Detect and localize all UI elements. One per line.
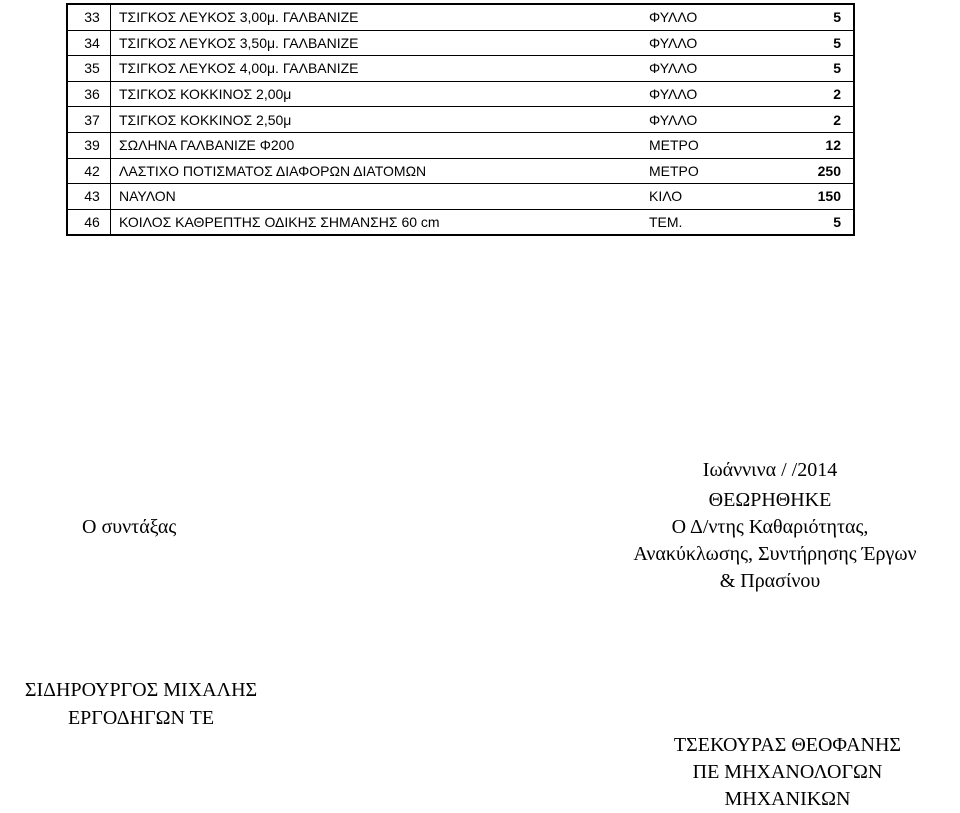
left-signatory-name: ΣΙΔΗΡΟΥΡΓΟΣ ΜΙΧΑΛΗΣ bbox=[24, 679, 258, 701]
table-row bbox=[67, 30, 854, 56]
row-unit: ΜΕΤΡΟ bbox=[643, 158, 775, 184]
row-unit: ΦΥΛΛΟ bbox=[643, 107, 775, 133]
row-number: 46 bbox=[67, 209, 111, 235]
row-description: ΚΟΙΛΟΣ ΚΑΘΡΕΠΤΗΣ ΟΔΙΚΗΣ ΣΗΜΑΝΣΗΣ 60 cm bbox=[111, 209, 644, 235]
row-quantity: 5 bbox=[833, 9, 841, 26]
row-number: 39 bbox=[67, 132, 111, 158]
row-description: ΣΩΛΗΝΑ ΓΑΛΒΑΝΙΖΕ Φ200 bbox=[111, 132, 644, 158]
row-description: ΤΣΙΓΚΟΣ ΛΕΥΚΟΣ 4,00μ. ΓΑΛΒΑΝΙΖΕ bbox=[111, 56, 644, 82]
row-quantity: 5 bbox=[775, 209, 854, 235]
row-number: 35 bbox=[67, 56, 111, 82]
right-signatory-name: ΤΣΕΚΟΥΡΑΣ ΘΕΟΦΑΝΗΣ bbox=[673, 734, 902, 756]
table-row bbox=[67, 4, 854, 30]
director-line-3: & Πρασίνου bbox=[719, 570, 821, 592]
row-quantity: 250 bbox=[775, 158, 854, 184]
right-signatory-title-2: ΜΗΧΑΝΙΚΩΝ bbox=[724, 788, 851, 810]
row-number: 33 bbox=[67, 4, 111, 30]
table-row bbox=[67, 56, 854, 82]
director-line-2: Ανακύκλωσης, Συντήρησης Έργων bbox=[633, 543, 917, 565]
row-number: 37 bbox=[67, 107, 111, 133]
row-quantity: 2 bbox=[775, 81, 854, 107]
left-signatory-title: ΕΡΓΟΔΗΓΩΝ ΤΕ bbox=[67, 707, 215, 729]
row-unit: ΦΥΛΛΟ bbox=[649, 9, 698, 26]
row-unit: ΦΥΛΛΟ bbox=[643, 81, 775, 107]
row-description: ΛΑΣΤΙΧΟ ΠΟΤΙΣΜΑΤΟΣ ΔΙΑΦΟΡΩΝ ΔΙΑΤΟΜΩΝ bbox=[111, 158, 644, 184]
row-quantity: 150 bbox=[775, 184, 854, 210]
row-number: 43 bbox=[67, 184, 111, 210]
row-description: ΤΣΙΓΚΟΣ ΚΟΚΚΙΝΟΣ 2,00μ bbox=[111, 81, 644, 107]
table-row bbox=[67, 158, 854, 184]
row-number: 34 bbox=[67, 30, 111, 56]
row-quantity: 2 bbox=[775, 107, 854, 133]
table-row bbox=[67, 209, 854, 235]
row-unit: ΜΕΤΡΟ bbox=[643, 132, 775, 158]
table-row bbox=[67, 81, 854, 107]
row-description: ΤΣΙΓΚΟΣ ΛΕΥΚΟΣ 3,00μ. ΓΑΛΒΑΝΙΖΕ bbox=[119, 9, 359, 26]
date-line: Ιωάννινα / /2014 bbox=[702, 459, 838, 481]
table-row bbox=[67, 107, 854, 133]
row-number: 36 bbox=[67, 81, 111, 107]
row-number: 42 bbox=[67, 158, 111, 184]
row-description: ΤΣΙΓΚΟΣ ΛΕΥΚΟΣ 3,50μ. ΓΑΛΒΑΝΙΖΕ bbox=[111, 30, 644, 56]
row-unit: ΚΙΛΟ bbox=[643, 184, 775, 210]
right-signatory-title-1: ΠΕ ΜΗΧΑΝΟΛΟΓΩΝ bbox=[692, 761, 883, 783]
table-row bbox=[67, 132, 854, 158]
row-unit: ΦΥΛΛΟ bbox=[643, 30, 775, 56]
row-quantity: 5 bbox=[775, 30, 854, 56]
row-quantity: 5 bbox=[775, 56, 854, 82]
materials-table bbox=[66, 3, 855, 236]
composer-label: Ο συντάξας bbox=[82, 516, 177, 538]
row-quantity: 12 bbox=[775, 132, 854, 158]
row-description: ΤΣΙΓΚΟΣ ΚΟΚΚΙΝΟΣ 2,50μ bbox=[111, 107, 644, 133]
row-description: ΝΑΥΛΟΝ bbox=[111, 184, 644, 210]
approved-label: ΘΕΩΡΗΘΗΚΕ bbox=[708, 489, 832, 511]
row-unit: ΤΕΜ. bbox=[643, 209, 775, 235]
row-unit: ΦΥΛΛΟ bbox=[643, 56, 775, 82]
table-row bbox=[67, 184, 854, 210]
director-line-1: Ο Δ/ντης Καθαριότητας, bbox=[671, 516, 869, 538]
